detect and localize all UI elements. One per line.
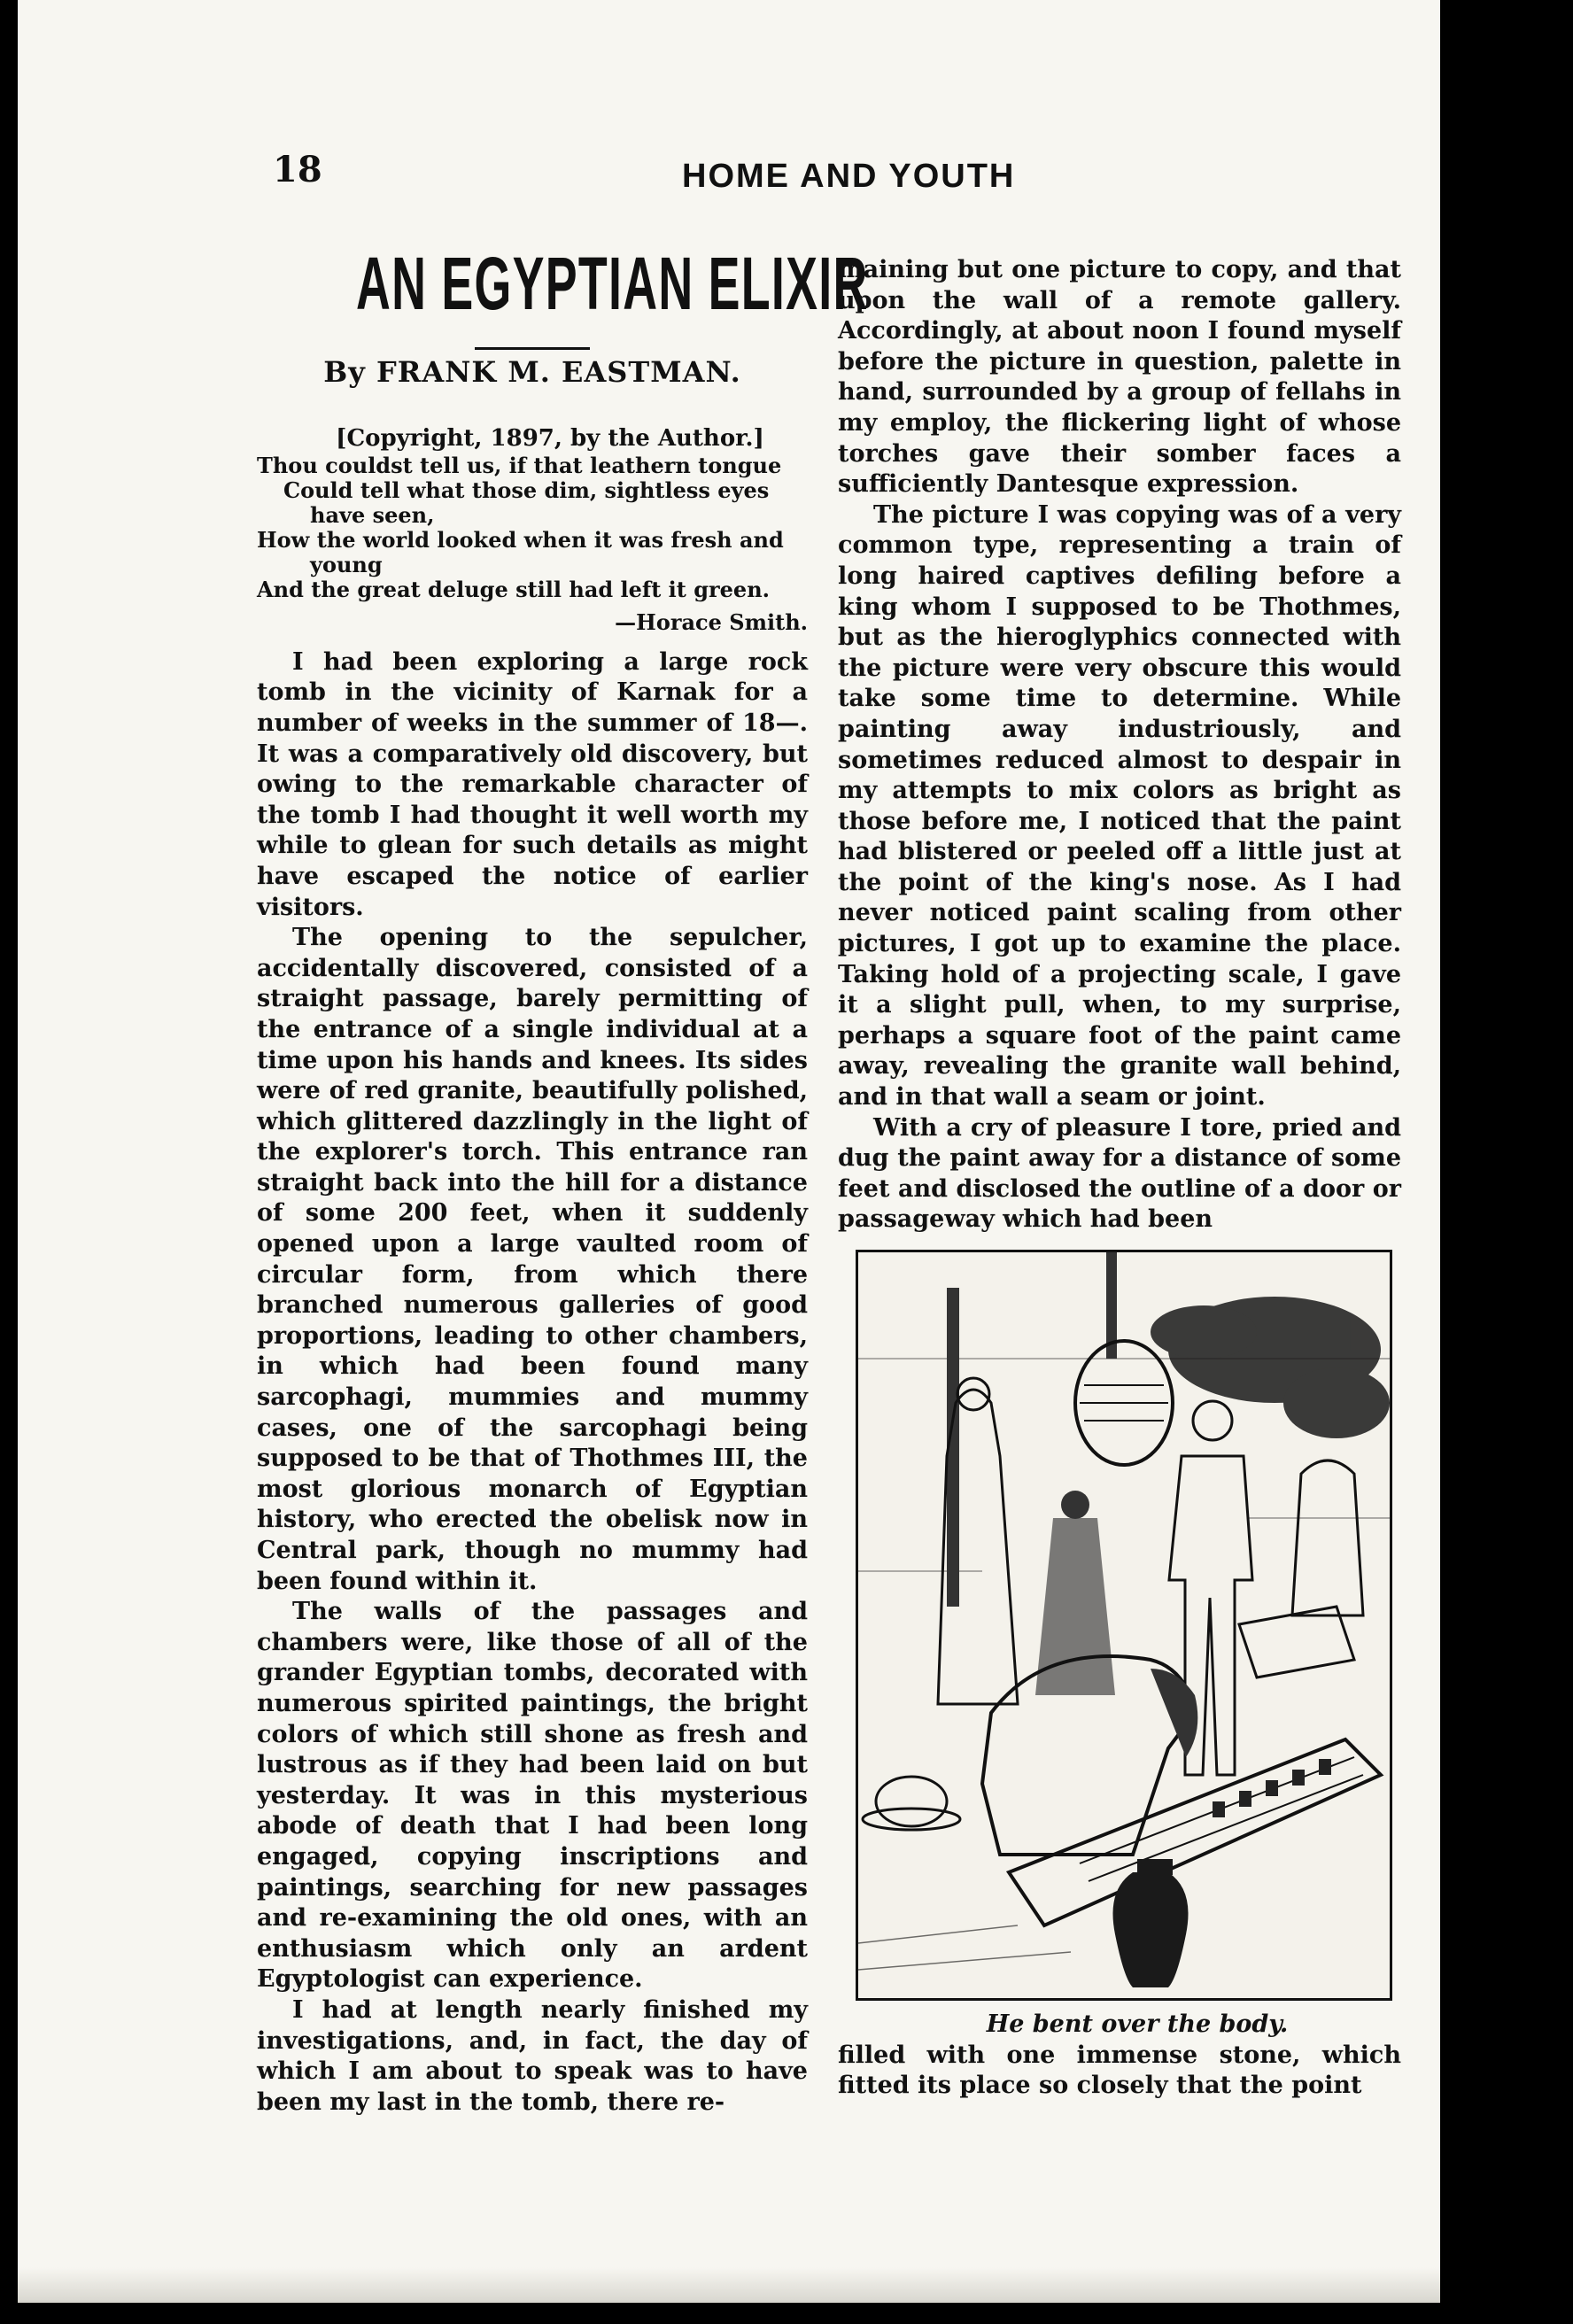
paragraph: The walls of the passages and chambers were, like those of all of the grander Egyptian tombs, decorated with numerous spirited paintings, the bright colors of which still shone as fresh and lustrous as if they had been laid on but yesterday. It was in this mysterious abode of death that I had been long engaged, copying inscriptions and paintings, searching for new passages and re-examining the old ones, with an enthusiasm which only an ardent Egyptologist can experience. (257, 1598, 808, 1994)
paragraph: I had at length nearly finished my investigations, and, in fact, the day of which I am about to speak was to have been my last in the tomb, there re- (257, 1995, 808, 2116)
copyright-line: [Copyright, 1897, by the Author.] (336, 424, 764, 452)
running-head: HOME AND YOUTH (682, 158, 1016, 195)
page-edge-shading (18, 2267, 1440, 2303)
illustration (856, 1250, 1392, 2001)
illustration-caption: He bent over the body. (986, 2010, 1289, 2038)
epigraph-line: And the great deluge still had left it green. (257, 577, 770, 603)
epigraph-line: have seen, (310, 502, 435, 529)
article-title: AN EGYPTIAN ELIXIR (355, 242, 869, 325)
paragraph: maining but one picture to copy, and that upon the wall of a remote gallery. Accordingly, at about noon I found myself before the picture in question, palette in hand, surrounded by a group of fellahs in my employ, the flickering light of whose torches gave their somber faces a sufficiently Dantesque expression. (838, 256, 1401, 499)
paragraph: With a cry of pleasure I tore, pried and dug the paint away for a distance of some feet and disclosed the outline of a door or passageway which had been (838, 1113, 1401, 1234)
paragraph: filled with one immense stone, which fitted its place so closely that the point (838, 2041, 1401, 2100)
epigraph-line: young (310, 552, 383, 578)
magazine-page (18, 0, 1440, 2303)
epigraph-attribution: —Horace Smith. (615, 609, 808, 636)
right-column (838, 255, 1401, 2102)
paragraph: I had been exploring a large rock tomb in the vicinity of Karnak for a number of weeks in the summer of 18—. It was a comparatively old discovery, but owing to the remarkable character of the tomb I had thought it well worth my while to glean for such details as might have escaped the notice of earlier visitors. (257, 647, 808, 921)
tomb-scene-illustration (858, 1252, 1390, 1998)
epigraph (257, 453, 808, 602)
byline: By FRANK M. EASTMAN. (323, 355, 741, 389)
paragraph: The opening to the sepulcher, accidentally discovered, consisted of a straight passage, barely permitting of the entrance of a single individual at a time upon his hands and knees. Its sides were of red granite, beautifully polished, which glittered dazzlingly in the light of the explorer's torch. This entrance ran straight back into the hill for a distance of some 200 feet, when it suddenly opened upon a large vaulted room of circular form, from which there branched numerous galleries of good proportions, leading to other chambers, in which had been found many sarcophagi, mummies and mummy cases, one of the sarcophagi being supposed to be that of Thothmes III, the most glorious monarch of Egyptian history, who erected the obelisk now in Central park, though no mummy had been found within it. (257, 924, 808, 1595)
page-number: 18 (273, 149, 322, 190)
paragraph: The picture I was copying was of a very common type, representing a train of long haired captives defiling before a king whom I supposed to be Thothmes, but as the hieroglyphics connected with the picture were very obscure this would take some time to determine. While painting away industriously, and sometimes reduced almost to despair in my attempts to mix colors as bright as those before me, I noticed that the paint had blistered or peeled off a little just at the point of the king's nose. As I had never noticed paint scaling from other pictures, I got up to examine the place. Taking hold of a projecting scale, I gave it a slight pull, when, to my surprise, perhaps a square foot of the paint came away, revealing the granite wall behind, and in that wall a seam or joint. (838, 500, 1401, 1112)
left-column (257, 239, 869, 2118)
epigraph-line: Could tell what those dim, sightless eyes (283, 477, 770, 504)
epigraph-line: How the world looked when it was fresh and (257, 527, 784, 554)
epigraph-line: Thou couldst tell us, if that leathern tongue (257, 453, 782, 479)
title-rule (475, 347, 590, 350)
